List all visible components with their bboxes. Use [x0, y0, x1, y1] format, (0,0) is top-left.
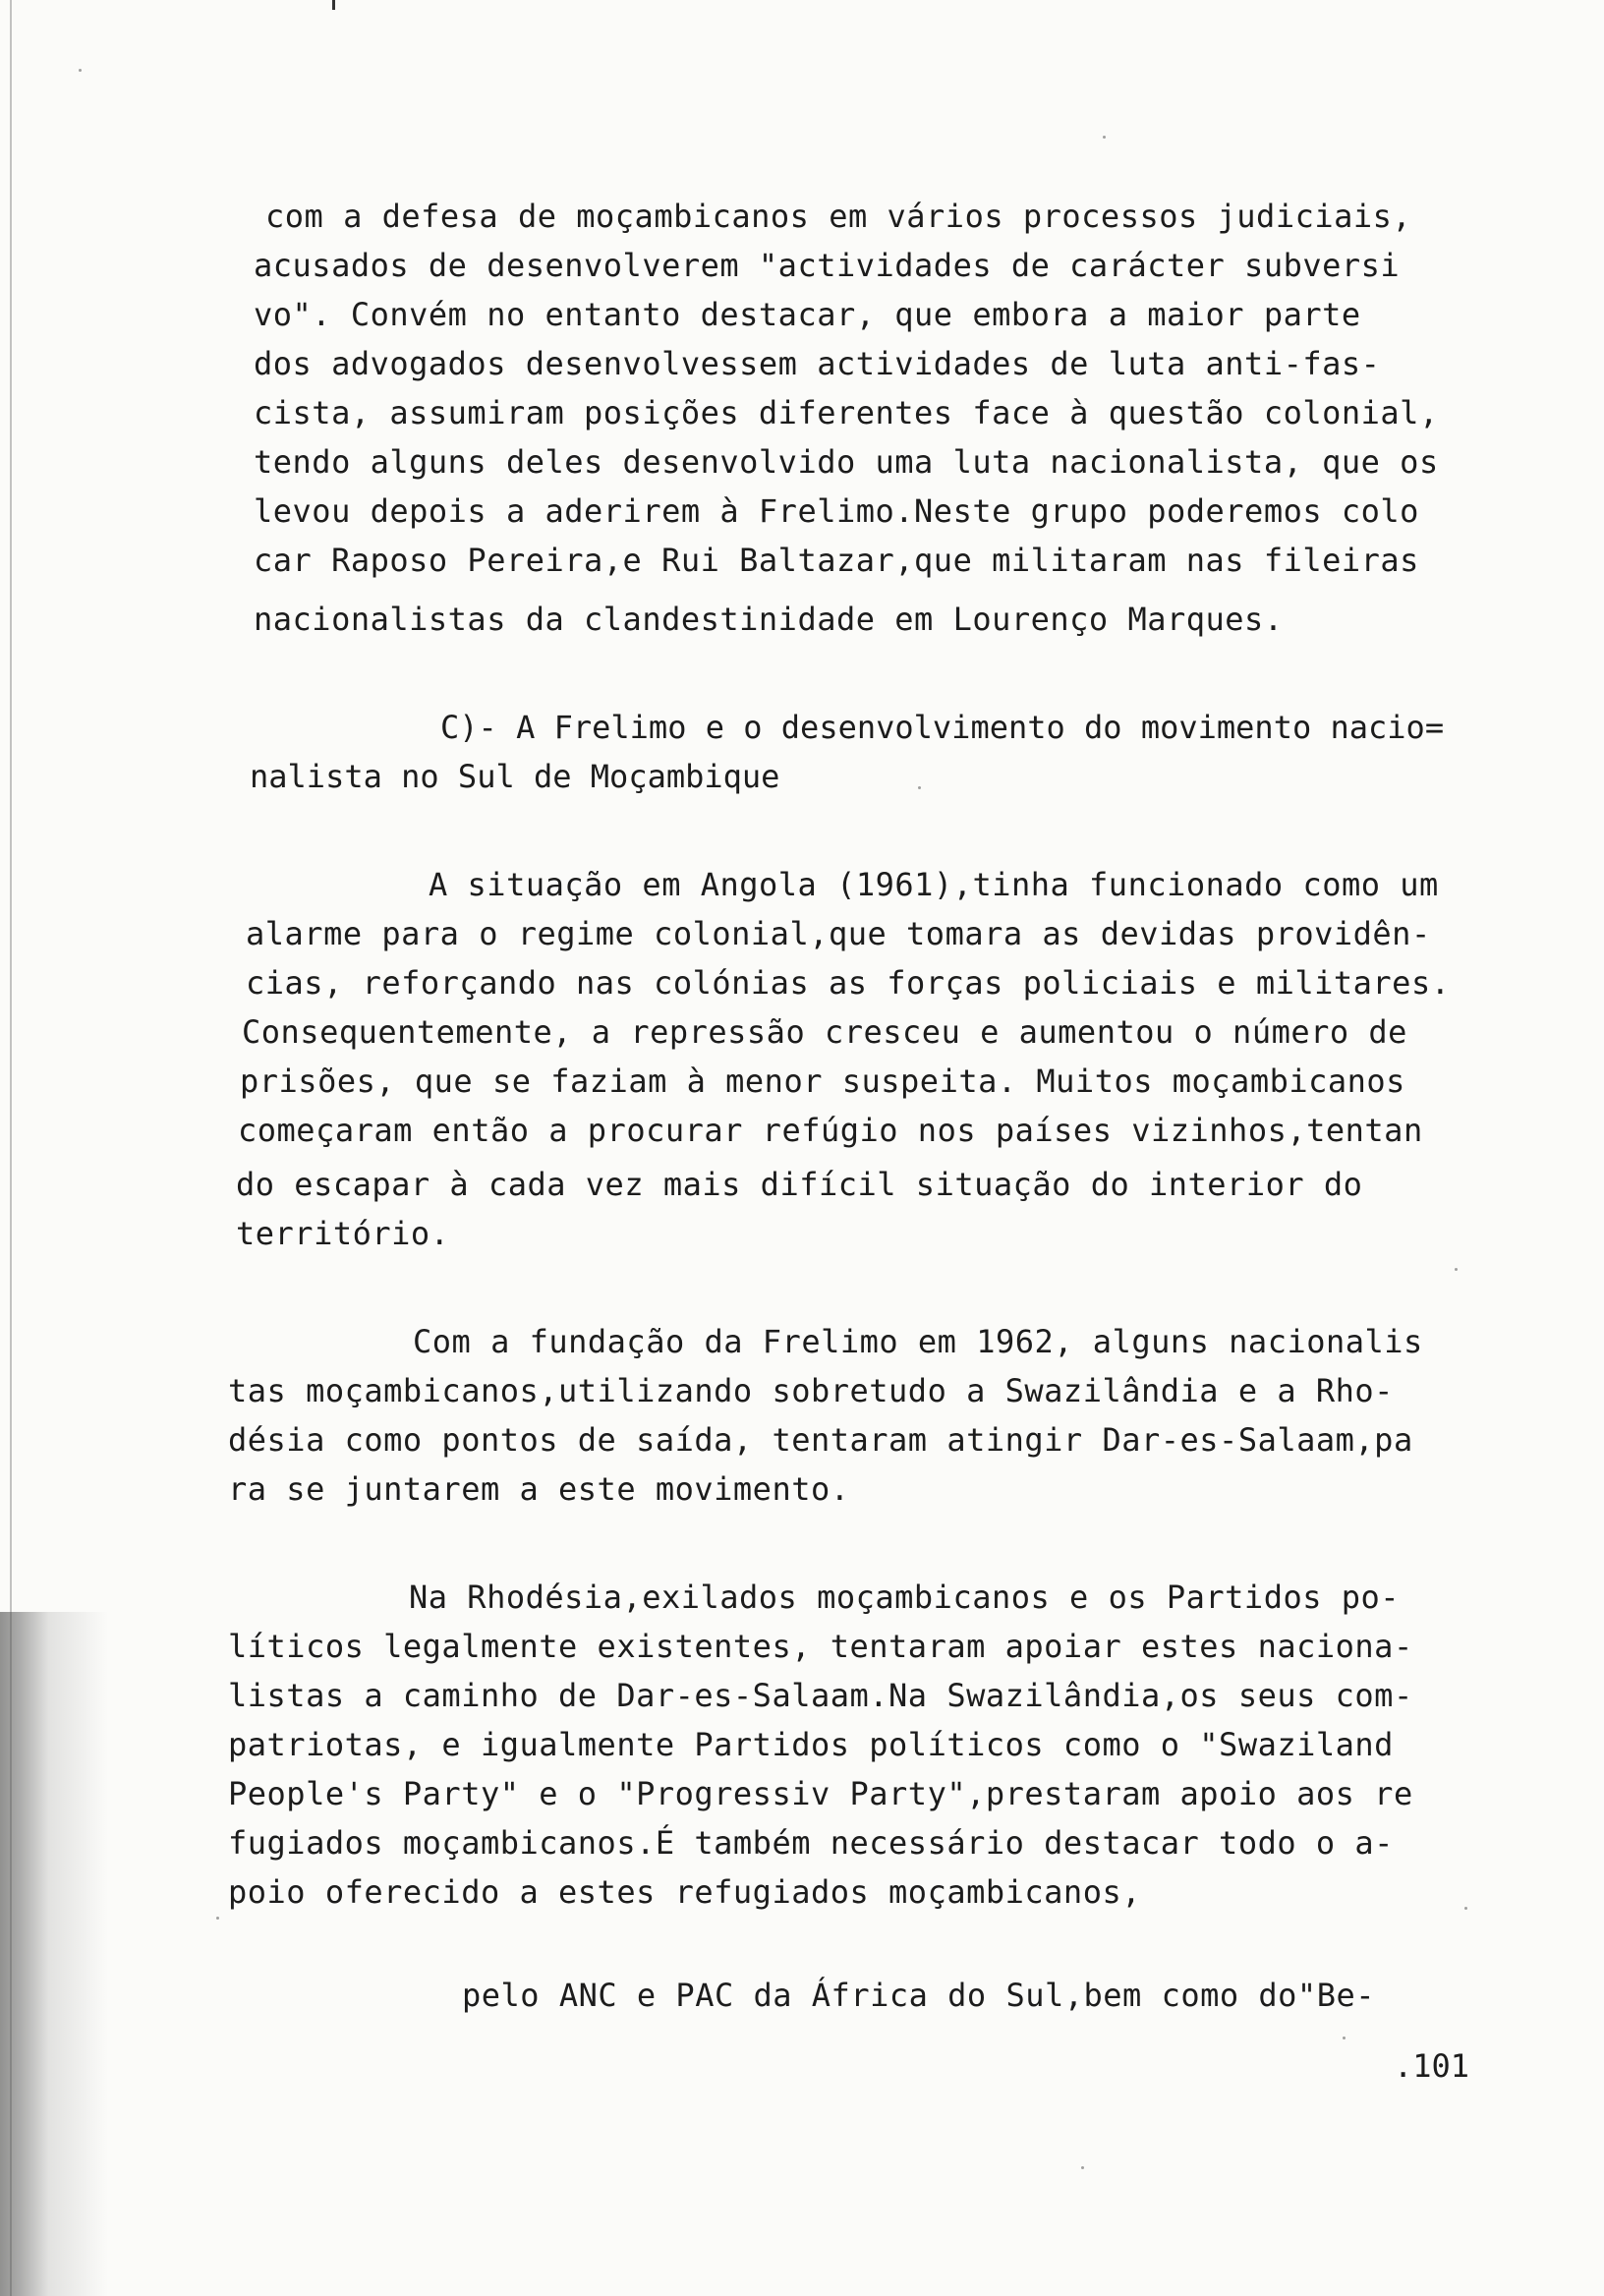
scan-speck [1343, 2037, 1346, 2039]
text-line: listas a caminho de Dar-es-Salaam.Na Swazilândia,os seus com- [228, 1677, 1413, 1714]
text-line: cista, assumiram posições diferentes face à questão colonial, [254, 394, 1439, 431]
text-line: Na Rhodésia,exilados moçambicanos e os Partidos po- [409, 1578, 1401, 1616]
scan-speck [79, 69, 82, 72]
text-line: poio oferecido a estes refugiados moçambicanos, [228, 1873, 1141, 1911]
scan-speck [1464, 1907, 1467, 1910]
text-line: vo". Convém no entanto destacar, que embora a maior parte [254, 296, 1361, 333]
scan-shadow [0, 1612, 108, 2296]
text-line: car Raposo Pereira,e Rui Baltazar,que militaram nas fileiras [254, 542, 1419, 579]
text-line: patriotas, e igualmente Partidos políticos como o "Swaziland [228, 1726, 1394, 1763]
text-line: Consequentemente, a repressão cresceu e aumentou o número de [242, 1013, 1407, 1051]
scan-speck [216, 1917, 219, 1920]
text-line: território. [236, 1215, 450, 1252]
scan-speck [1455, 1268, 1458, 1271]
text-line: désia como pontos de saída, tentaram atingir Dar-es-Salaam,pa [228, 1421, 1413, 1459]
heading-line: C)- A Frelimo e o desenvolvimento do movimento nacio= [440, 709, 1445, 746]
text-line: começaram então a procurar refúgio nos países vizinhos,tentan [238, 1112, 1423, 1149]
text-line: tas moçambicanos,utilizando sobretudo a Swazilândia e a Rho- [228, 1372, 1394, 1409]
text-line: Com a fundação da Frelimo em 1962, alguns nacionalis [413, 1323, 1423, 1360]
text-line: pelo ANC e PAC da África do Sul,bem como do"Be- [462, 1977, 1375, 2014]
text-line: fugiados moçambicanos.É também necessário destacar todo o a- [228, 1824, 1394, 1862]
text-line: ra se juntarem a este movimento. [228, 1470, 850, 1508]
text-line: líticos legalmente existentes, tentaram apoiar estes naciona- [228, 1628, 1413, 1665]
scan-speck [918, 786, 921, 789]
text-line: prisões, que se faziam à menor suspeita. Muitos moçambicanos [240, 1062, 1405, 1100]
scan-speck [1103, 136, 1106, 139]
page-number: .101 [1394, 2047, 1470, 2085]
text-line: nacionalistas da clandestinidade em Lourenço Marques. [254, 601, 1284, 638]
text-line: levou depois a aderirem à Frelimo.Neste grupo poderemos colo [254, 492, 1419, 530]
scan-mark [332, 0, 335, 10]
text-line: cias, reforçando nas colónias as forças policiais e militares. [246, 964, 1451, 1002]
text-line: do escapar à cada vez mais difícil situação do interior do [236, 1166, 1363, 1203]
text-line: A situação em Angola (1961),tinha funcionado como um [429, 866, 1439, 903]
text-line: com a defesa de moçambicanos em vários processos judiciais, [265, 198, 1412, 235]
heading-line: nalista no Sul de Moçambique [250, 758, 780, 795]
text-line: acusados de desenvolverem "actividades de carácter subversi [254, 247, 1401, 284]
text-line: alarme para o regime colonial,que tomara as devidas providên- [246, 915, 1431, 952]
text-line: tendo alguns deles desenvolvido uma luta nacionalista, que os [254, 443, 1439, 481]
scan-speck [1081, 2166, 1084, 2169]
text-line: dos advogados desenvolvessem actividades de luta anti-fas- [254, 345, 1381, 382]
text-line: People's Party" e o "Progressiv Party",prestaram apoio aos re [228, 1775, 1413, 1812]
